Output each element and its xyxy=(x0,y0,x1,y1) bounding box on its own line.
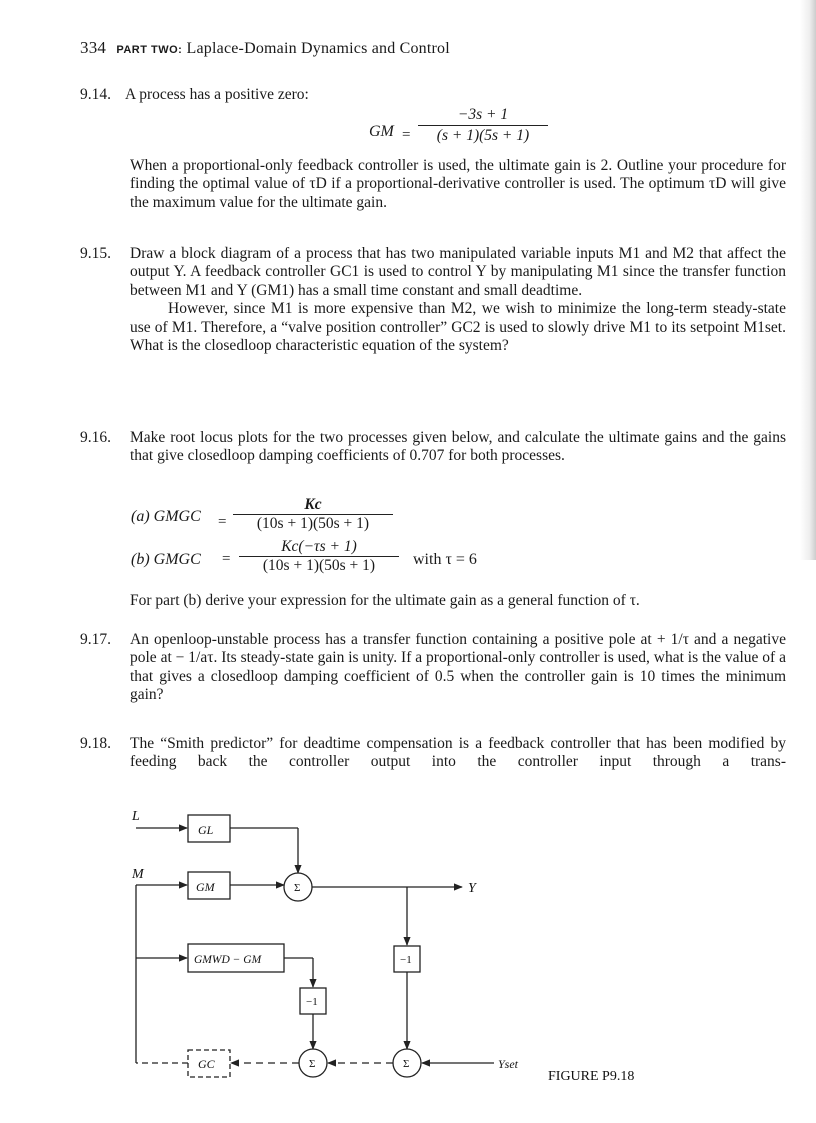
problem-9-14-intro: A process has a positive zero: xyxy=(125,86,309,103)
eq-b-numerator: Kc(−τs + 1) xyxy=(281,538,357,555)
eq-9-14-lhs: GM xyxy=(369,123,394,140)
eq-a-numerator: Kc xyxy=(304,496,322,513)
chapter-title: Laplace-Domain Dynamics and Control xyxy=(186,40,450,57)
block-gm-label: GM xyxy=(196,880,215,894)
eq-a-label: (a) GMGC xyxy=(131,508,201,525)
block-gc-label: GC xyxy=(198,1057,215,1071)
equals-sign: = xyxy=(222,551,231,567)
eq-b-note: with τ = 6 xyxy=(413,551,477,568)
problem-9-16-text: Make root locus plots for the two processes given below, and calculate the ultimate gains and the gains that give closedloop damping coefficients of 0.707 for both processes. xyxy=(130,429,786,465)
problem-number-9-18: 9.18. xyxy=(80,735,111,752)
block-gl-label: GL xyxy=(198,823,214,837)
figure-caption: FIGURE P9.18 xyxy=(548,1069,635,1084)
problem-9-18-text: The “Smith predictor” for deadtime compensation is a feedback controller that has been modified by feeding back the controller output into the controller input through a trans- xyxy=(130,735,786,771)
problem-9-14-text: When a proportional-only feedback controller is used, the ultimate gain is 2. Outline your procedure for finding the optimal value of τD if a proportional-derivative controller is used. The optimum τD will give the maximum value for the ultimate gain. xyxy=(130,157,786,211)
sum-symbol: Σ xyxy=(403,1058,410,1070)
label-L: L xyxy=(132,809,140,824)
label-Yset: Yset xyxy=(498,1057,519,1071)
equals-sign: = xyxy=(218,514,227,530)
problem-number-9-17: 9.17. xyxy=(80,631,111,648)
problem-number-9-15: 9.15. xyxy=(80,245,111,262)
eq-9-14-numerator: −3s + 1 xyxy=(457,106,509,123)
sum-symbol: Σ xyxy=(294,882,301,894)
problem-9-15-para-1: Draw a block diagram of a process that has two manipulated variable inputs M1 and M2 that affect the output Y. A feedback controller GC1 is used to control Y by manipulating M1 since the transfer function between M1 and Y (GM1) has a small time constant and small deadtime. xyxy=(130,245,786,299)
block-neg1-left-label: −1 xyxy=(306,996,318,1008)
eq-b-denominator: (10s + 1)(50s + 1) xyxy=(239,556,399,575)
eq-9-14-denominator: (s + 1)(5s + 1) xyxy=(418,125,548,145)
label-Y: Y xyxy=(468,881,476,896)
block-neg1-right-label: −1 xyxy=(400,954,412,966)
eq-b-label: (b) GMGC xyxy=(131,551,201,568)
page-number: 334 xyxy=(80,38,107,57)
equals-sign: = xyxy=(402,127,411,143)
sum-symbol: Σ xyxy=(309,1058,316,1070)
label-M: M xyxy=(132,867,144,882)
eq-a-denominator: (10s + 1)(50s + 1) xyxy=(233,514,393,533)
block-gmwd-label: GMWD − GM xyxy=(194,954,262,966)
problem-number-9-14: 9.14. xyxy=(80,86,111,103)
problem-number-9-16: 9.16. xyxy=(80,429,111,446)
problem-9-17-text: An openloop-unstable process has a transfer function containing a positive pole at + 1/τ and a negative pole at − 1/aτ. Its steady-state gain is unity. If a proportional-only controller is used, what is the value of a that gives a closedloop damping coefficient of 0.5 when the controller gain is 10 times the minimum gain? xyxy=(130,631,786,704)
problem-9-15-para-2: However, since M1 is more expensive than M2, we wish to minimize the long-term steady-state use of M1. Therefore, a “valve position controller” GC2 is used to slowly drive M1 to its setpoint M1set. What is the closedloop characteristic equation of the system? xyxy=(130,300,786,355)
part-label: PART TWO: xyxy=(116,44,183,56)
problem-9-16-footer-text: For part (b) derive your expression for the ultimate gain as a general function of τ. xyxy=(130,592,640,609)
